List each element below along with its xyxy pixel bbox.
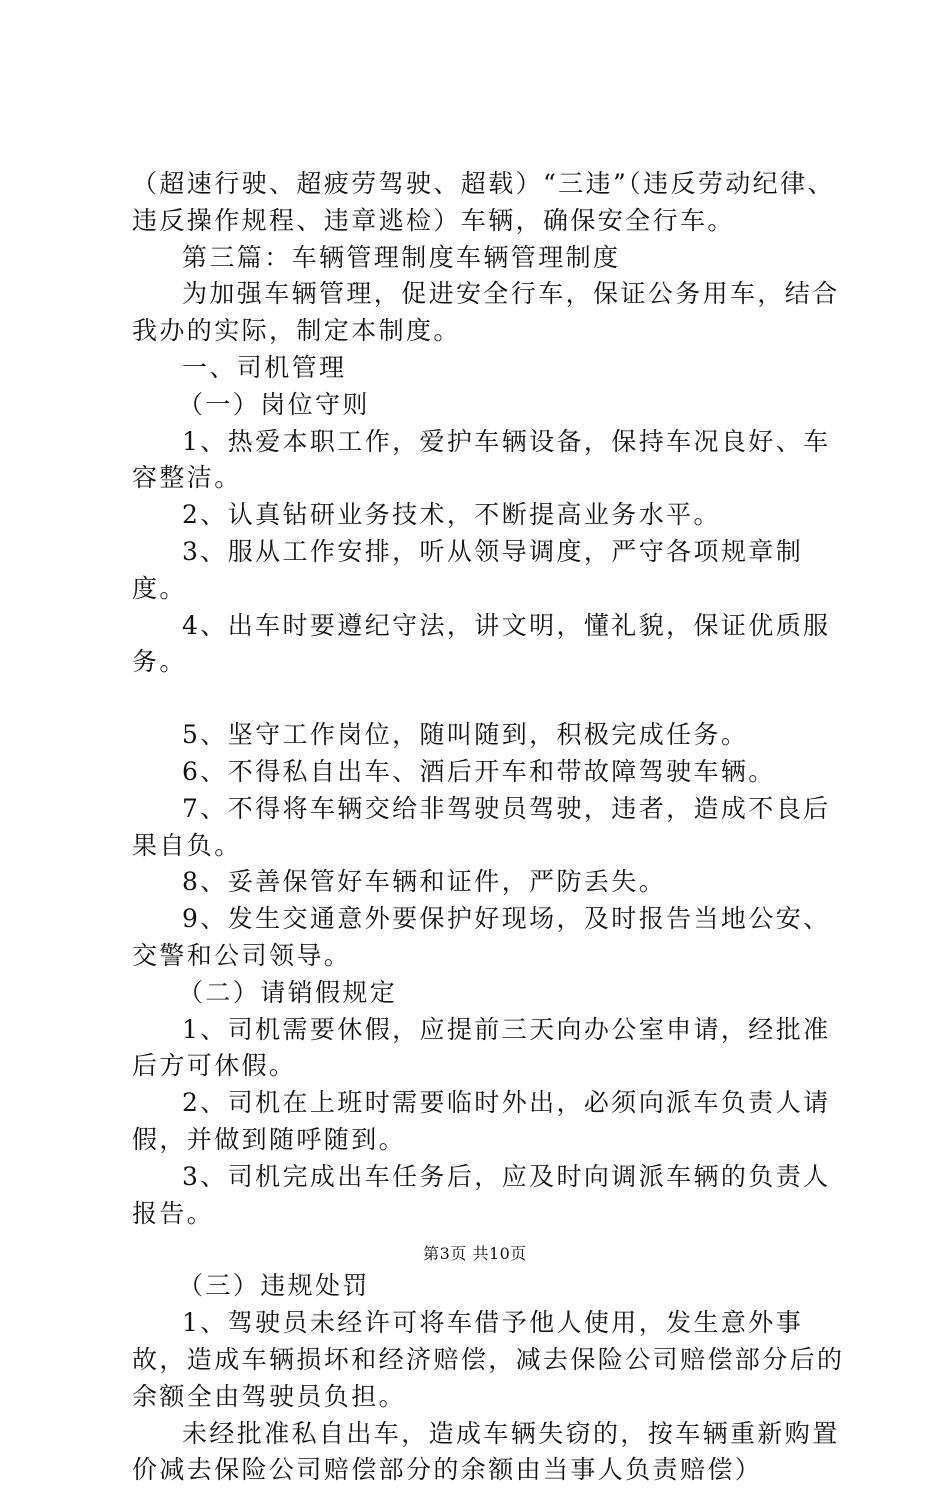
rule-item-9: 9、发生交通意外要保护好现场，及时报告当地公安、交警和公司领导。	[132, 901, 852, 975]
rule-item-5: 5、坚守工作岗位，随叫随到，积极完成任务。	[132, 717, 852, 754]
paragraph-purpose: 为加强车辆管理，促进安全行车，保证公务用车，结合我办的实际，制定本制度。	[132, 276, 852, 350]
rule-item-7: 7、不得将车辆交给非驾驶员驾驶，违者，造成不良后果自负。	[132, 791, 852, 865]
page-number-footer: 第3页 共10页	[0, 1244, 950, 1264]
paragraph-violations-intro: （超速行驶、超疲劳驾驶、超载）“三违”（违反劳动纪律、违反操作规程、违章逃检）车辆，确保安全行车。	[132, 166, 852, 240]
leave-item-2: 2、司机在上班时需要临时外出，必须向派车负责人请假，并做到随呼随到。	[132, 1085, 852, 1159]
rule-item-6: 6、不得私自出车、酒后开车和带故障驾驶车辆。	[132, 754, 852, 791]
rule-item-2: 2、认真钻研业务技术，不断提高业务水平。	[132, 497, 852, 534]
rule-item-8: 8、妥善保管好车辆和证件，严防丢失。	[132, 864, 852, 901]
document-body	[132, 166, 852, 1489]
heading-job-rules: （一）岗位守则	[132, 387, 852, 424]
rule-item-3: 3、服从工作安排，听从领导调度，严守各项规章制度。	[132, 534, 852, 608]
rule-item-1: 1、热爱本职工作，爱护车辆设备，保持车况良好、车容整洁。	[132, 424, 852, 498]
heading-leave-rules: （二）请销假规定	[132, 975, 852, 1012]
penalty-item-1: 1、驾驶员未经许可将车借予他人使用，发生意外事故，造成车辆损坏和经济赔偿，减去保险公司赔偿部分后的余额全由驾驶员负担。	[132, 1305, 852, 1415]
leave-item-1: 1、司机需要休假，应提前三天向办公室申请，经批准后方可休假。	[132, 1012, 852, 1086]
paragraph-spacer	[132, 681, 852, 717]
section-title-part-three: 第三篇：车辆管理制度车辆管理制度	[132, 240, 852, 277]
rule-item-4: 4、出车时要遵纪守法，讲文明，懂礼貌，保证优质服务。	[132, 608, 852, 682]
leave-item-3: 3、司机完成出车任务后，应及时向调派车辆的负责人报告。	[132, 1159, 852, 1233]
penalty-item-2: 未经批准私自出车，造成车辆失窃的，按车辆重新购置价减去保险公司赔偿部分的余额由当事人负责赔偿）	[132, 1416, 852, 1489]
heading-penalties: （三）违规处罚	[132, 1268, 852, 1305]
heading-driver-management: 一、司机管理	[132, 350, 852, 387]
